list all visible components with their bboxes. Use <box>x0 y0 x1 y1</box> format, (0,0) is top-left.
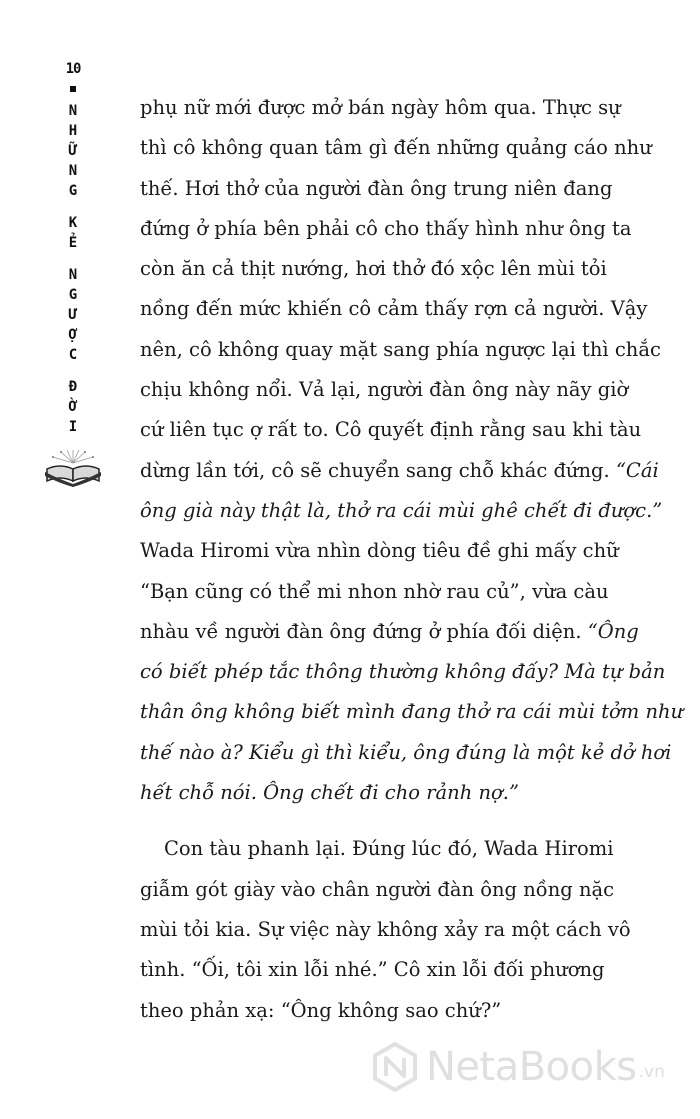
side-running-title <box>50 58 96 489</box>
netabooks-logo-icon <box>370 1042 420 1092</box>
text-line <box>140 692 684 732</box>
text-line <box>140 209 650 249</box>
line-text: phụ nữ mới được mở bán ngày hôm qua. Thực sự <box>140 96 621 119</box>
watermark-brand: NetaBooks <box>426 1044 637 1090</box>
paragraph-1 <box>140 88 684 813</box>
text-line <box>140 289 650 329</box>
title-letter: N <box>68 103 78 119</box>
text-line: Con tàu phanh lại. Đúng lúc đó, Wada Hiromi <box>164 837 614 861</box>
line-text: hết chỗ nói. Ông chết đi cho rảnh nợ.” <box>140 781 519 805</box>
line-text: còn ăn cả thịt nướng, hơi thở đó xộc lên mùi tỏi <box>140 257 607 281</box>
text-line <box>140 733 672 773</box>
text-line <box>140 612 650 652</box>
paragraph-break <box>140 813 650 829</box>
text-line <box>140 773 650 813</box>
title-letter: Ẻ <box>68 235 78 251</box>
title-letter: H <box>68 123 78 139</box>
line-text: dừng lần tới, cô sẽ chuyển sang chỗ khác đứng. <box>140 458 610 482</box>
text-line <box>140 531 650 571</box>
title-letter: Đ <box>68 379 78 395</box>
title-word <box>69 377 77 437</box>
title-letter: C <box>68 347 78 363</box>
title-letter: I <box>68 419 78 435</box>
text-line <box>140 249 650 289</box>
title-letter: G <box>68 183 78 199</box>
title-letter: N <box>68 267 78 283</box>
line-text: nhàu về người đàn ông đứng ở phía đối diện. <box>140 619 582 643</box>
line-quote-start: “Cái <box>615 458 659 482</box>
text-line <box>140 128 650 168</box>
text-line <box>140 410 650 450</box>
text-line <box>140 652 666 692</box>
line-text: có biết phép tắc thông thường không đấy? Mà tự bản <box>140 660 666 684</box>
text-line: theo phản xạ: “Ông không sao chứ?” <box>140 998 502 1022</box>
text-line <box>140 330 661 370</box>
text-line <box>140 169 650 209</box>
line-text: cứ liên tục ợ rất to. Cô quyết định rằng sau khi tàu <box>140 418 642 442</box>
paragraph-2 <box>140 829 650 1030</box>
title-letter: G <box>68 287 78 303</box>
text-line <box>140 451 659 491</box>
bullet-separator <box>70 86 76 92</box>
netabooks-watermark <box>370 1042 665 1092</box>
text-line <box>140 572 650 612</box>
line-text: thế. Hơi thở của người đàn ông trung niên đang <box>140 176 613 200</box>
title-word <box>69 213 77 253</box>
line-text: chịu không nổi. Vả lại, người đàn ông này nãy giờ <box>140 378 629 402</box>
title-letter: K <box>68 215 78 231</box>
text-line: giẫm gót giày vào chân người đàn ông nồng nặc <box>140 877 615 901</box>
text-line <box>140 491 663 531</box>
running-title <box>69 101 77 437</box>
title-word <box>69 265 77 365</box>
line-text: Wada Hiromi vừa nhìn dòng tiêu đề ghi mấy chữ <box>140 539 619 563</box>
line-text: thân ông không biết mình đang thở ra cái mùi tởm như <box>140 700 684 724</box>
title-letter: Ờ <box>68 399 78 415</box>
open-book-icon <box>41 449 105 489</box>
watermark-suffix: .vn <box>638 1062 665 1082</box>
line-text: thì cô không quan tâm gì đến những quảng cáo như <box>140 136 652 160</box>
line-text: ông già này thật là, thở ra cái mùi ghê chết đi được.” <box>140 498 663 522</box>
line-text: đứng ở phía bên phải cô cho thấy hình như ông ta <box>140 216 632 240</box>
line-text: nên, cô không quay mặt sang phía ngược lại thì chắc <box>140 337 661 361</box>
line-text: “Bạn cũng có thể mi nhon nhờ rau củ”, vừa càu <box>140 579 609 603</box>
title-word <box>69 101 77 201</box>
title-letter: Ư <box>68 307 78 323</box>
title-letter: N <box>68 163 78 179</box>
title-letter: Ữ <box>68 143 78 159</box>
text-line: mùi tỏi kia. Sự việc này không xảy ra một cách vô <box>140 917 631 941</box>
body-text <box>140 88 684 1031</box>
line-text: nồng đến mức khiến cô cảm thấy rợn cả người. Vậy <box>140 297 648 321</box>
page-number: 10 <box>65 61 81 77</box>
title-letter: Ợ <box>68 327 78 343</box>
text-line <box>140 88 650 128</box>
line-quote-start: “Ông <box>587 619 639 643</box>
line-text: thế nào à? Kiểu gì thì kiểu, ông đúng là một kẻ dở hơi <box>140 740 672 764</box>
text-line <box>140 370 650 410</box>
text-line: tình. “Ối, tôi xin lỗi nhé.” Cô xin lỗi đối phương <box>140 958 605 982</box>
